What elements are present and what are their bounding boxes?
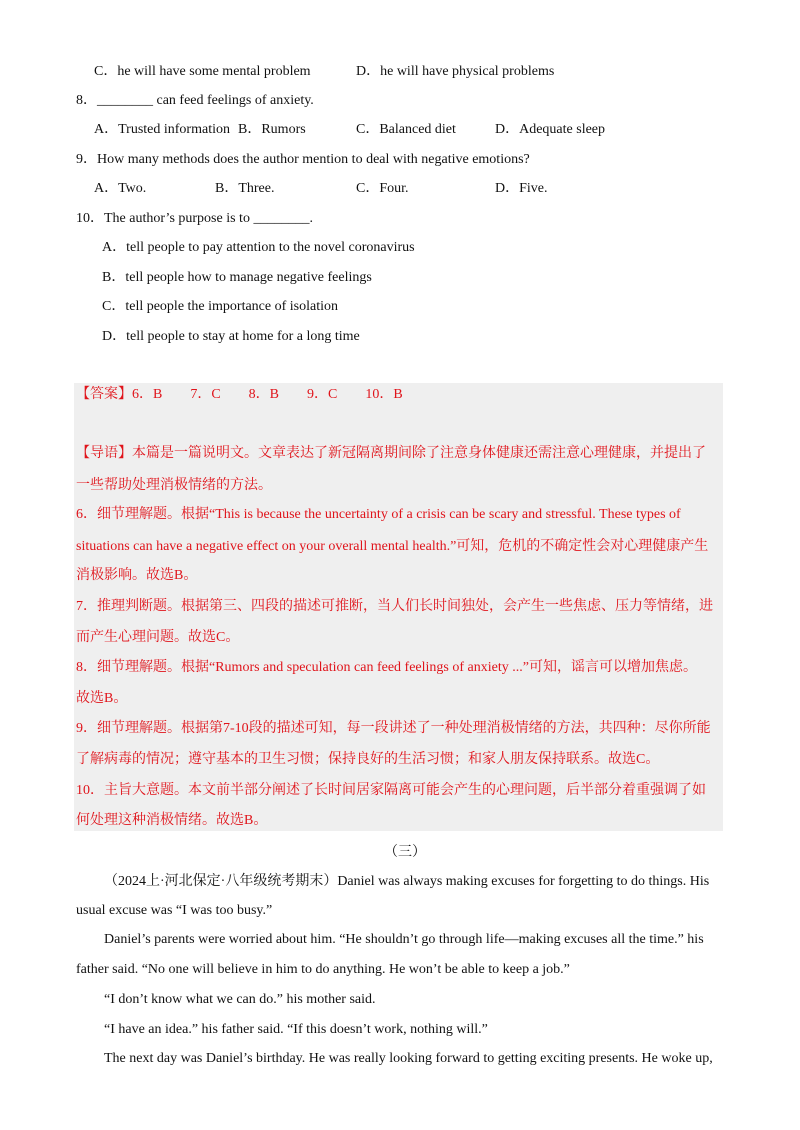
question-8-stem: 8．________ can feed feelings of anxiety. [76,93,314,108]
answer-key: 【答案】6．B 7．C 8．B 9．C 10．B [76,387,403,402]
question-8-option-b: B．Rumors [238,122,306,137]
question-8-option-d: D．Adequate sleep [495,122,606,137]
question-10-stem: 10．The author’s purpose is to ________. [76,211,313,226]
answer-line-2: 一些帮助处理消极情绪的方法。 [76,478,272,493]
question-8-option-c: C．Balanced diet [356,122,456,137]
section-label: （三） [384,845,426,860]
question-10-option-a: A．tell people to pay attention to the novel coronavirus [102,240,415,255]
question-7-option-d: D．he will have physical problems [356,64,555,79]
question-9-option-a: A．Two. [94,181,147,196]
answer-line-12: 10．主旨大意题。本文前半部分阐述了长时间居家隔离可能会产生的心理问题，后半部分着重强调了如 [76,783,706,798]
answer-line-5: 消极影响。故选B。 [76,568,198,583]
question-9-option-b: B．Three. [215,181,275,196]
answer-line-10: 9．细节理解题。根据第7-10段的描述可知，每一段讲述了一种处理消极情绪的方法，共四种：尽你所能 [76,721,711,736]
question-9-option-d: D．Five. [495,181,548,196]
answer-line-6: 7．推理判断题。根据第三、四段的描述可推断，当人们长时间独处，会产生一些焦虑、压力等情绪，进 [76,599,713,614]
passage-line-6: “I have an idea.” his father said. “If this doesn’t work, nothing will.” [104,1022,488,1037]
answer-line-13: 何处理这种消极情绪。故选B。 [76,813,268,828]
answer-line-9: 故选B。 [76,691,128,706]
answer-line-4: situations can have a negative effect on your overall mental health.”可知，危机的不确定性会对心理健康产生 [76,539,709,554]
question-9-stem: 9．How many methods does the author mention to deal with negative emotions? [76,152,530,167]
passage-line-3: Daniel’s parents were worried about him. “He shouldn’t go through life—making excuses all the time.” his [104,932,704,947]
answer-line-1: 【导语】本篇是一篇说明文。文章表达了新冠隔离期间除了注意身体健康还需注意心理健康，并提出了 [76,446,706,461]
question-10-option-d: D．tell people to stay at home for a long time [102,329,360,344]
question-10-option-b: B．tell people how to manage negative feelings [102,270,372,285]
question-9-option-c: C．Four. [356,181,409,196]
answer-line-7: 而产生心理问题。故选C。 [76,630,240,645]
passage-line-7: The next day was Daniel’s birthday. He was really looking forward to getting exciting presents. He woke up, [104,1051,713,1066]
passage-line-4: father said. “No one will believe in him to do anything. He won’t be able to keep a job.” [76,962,570,977]
question-10-option-c: C．tell people the importance of isolation [102,299,338,314]
answer-line-8: 8．细节理解题。根据“Rumors and speculation can feed feelings of anxiety ...”可知，谣言可以增加焦虑。 [76,660,697,675]
passage-line-5: “I don’t know what we can do.” his mother said. [104,992,376,1007]
question-8-option-a: A．Trusted information [94,122,230,137]
question-7-option-c: C．he will have some mental problem [94,64,311,79]
answer-line-11: 了解病毒的情况；遵守基本的卫生习惯；保持良好的生活习惯；和家人朋友保持联系。故选C。 [76,752,660,767]
passage-line-2: usual excuse was “I was too busy.” [76,903,273,918]
answer-line-3: 6．细节理解题。根据“This is because the uncertainty of a crisis can be scary and stressful. These types of [76,507,681,522]
passage-line-1: （2024上·河北保定·八年级统考期末）Daniel was always making excuses for forgetting to do things. His [104,874,710,889]
